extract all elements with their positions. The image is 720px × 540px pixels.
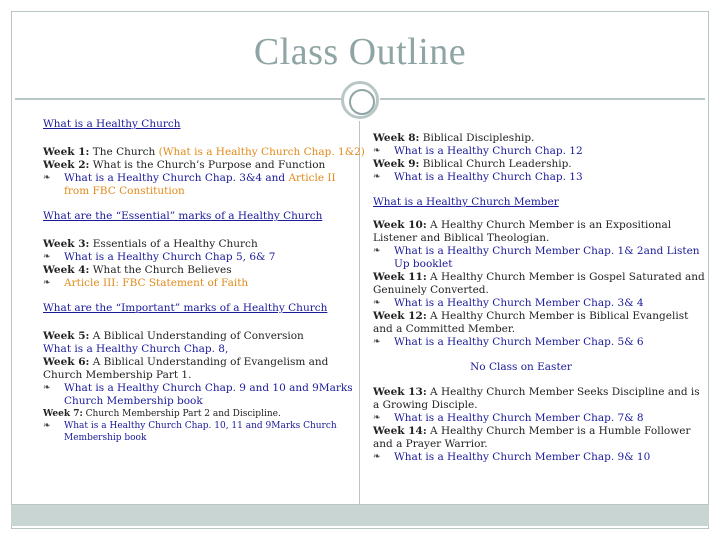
book-bullet-icon: ❧	[373, 172, 381, 182]
bullet-item	[373, 245, 709, 271]
section-heading-important-marks: What are the “Important” marks of a Healthy Church	[43, 302, 328, 314]
week-label: Week 3:	[43, 238, 90, 250]
reading-reference: What is a Healthy Church Member Chap. 5& 6	[394, 336, 644, 348]
week-12	[373, 310, 709, 336]
week-label: Week 10:	[373, 219, 427, 231]
reading-reference: What is a Healthy Church Chap. 13	[394, 171, 583, 183]
section-heading-essential-marks: What are the “Essential” marks of a Healthy Church	[43, 210, 323, 222]
divider-circle-ornament	[341, 81, 379, 119]
book-bullet-icon: ❧	[43, 383, 51, 393]
week-label: Week 13:	[373, 386, 427, 398]
book-bullet-icon: ❧	[373, 146, 381, 156]
week-text: Biblical Church Leadership.	[419, 158, 572, 170]
no-class-notice: No Class on Easter	[470, 361, 572, 373]
week-reference: (What is a Healthy Church Chap. 1&2)	[158, 146, 365, 158]
reading-reference: What is a Healthy Church Member Chap. 1& 2and Listen Up booklet	[394, 245, 700, 270]
week-9	[373, 158, 709, 171]
week-label: Week 5:	[43, 330, 90, 342]
bullet-item	[373, 297, 709, 310]
week-text: A Biblical Understanding of Evangelism and Church Membership Part 1.	[43, 356, 329, 381]
week-1	[43, 146, 365, 159]
week-label: Week 12:	[373, 310, 427, 322]
week-3	[43, 238, 358, 251]
reading-reference: What is a Healthy Church Member Chap. 9& 10	[394, 451, 651, 463]
book-bullet-icon: ❧	[373, 246, 381, 256]
week-text: A Healthy Church Member is a Humble Follower and a Prayer Warrior.	[373, 425, 691, 450]
footer-bar	[11, 504, 709, 526]
bullet-item	[373, 171, 709, 184]
section-heading-healthy-church: What is a Healthy Church	[43, 118, 181, 130]
reading-reference: What is a Healthy Church Chap. 9 and 10 and 9Marks Church Membership book	[64, 382, 353, 407]
week-6	[43, 356, 358, 382]
week-text: Biblical Discipleship.	[419, 132, 535, 144]
reading-reference: What is a Healthy Church Member Chap. 3& 4	[394, 297, 644, 309]
bullet-item	[43, 172, 358, 198]
week-text: A Healthy Church Member is Biblical Evangelist and a Committed Member.	[373, 310, 689, 335]
section-heading-healthy-member: What is a Healthy Church Member	[373, 196, 559, 208]
book-bullet-icon: ❧	[373, 337, 381, 347]
reading-reference: What is a Healthy Church Member Chap. 7& 8	[394, 412, 644, 424]
book-bullet-icon: ❧	[43, 252, 51, 262]
week-11	[373, 271, 709, 297]
bullet-item	[373, 412, 709, 425]
week-label: Week 4:	[43, 264, 90, 276]
week-label: Week 2:	[43, 159, 90, 171]
reading-reference-extra: Article II from FBC Constitution	[64, 172, 336, 197]
column-divider	[359, 121, 360, 504]
book-bullet-icon: ❧	[373, 413, 381, 423]
week-2	[43, 159, 358, 172]
title-divider-left	[15, 98, 342, 100]
week-text: What the Church Believes	[89, 264, 232, 276]
bullet-item	[373, 451, 709, 464]
title-divider-right	[380, 98, 705, 100]
week-10	[373, 219, 709, 245]
book-bullet-icon: ❧	[43, 278, 51, 288]
book-bullet-icon: ❧	[43, 421, 51, 431]
week-text: What is the Church’s Purpose and Function	[89, 159, 326, 171]
bullet-item	[373, 145, 709, 158]
week-label: Week 11:	[373, 271, 427, 283]
week-text: A Healthy Church Member is an Expositional Listener and Biblical Theologian.	[373, 219, 672, 244]
book-bullet-icon: ❧	[373, 452, 381, 462]
week-7	[43, 408, 358, 420]
week-13	[373, 386, 709, 412]
week-label: Week 14:	[373, 425, 427, 437]
left-column	[43, 118, 365, 444]
week-text: Essentials of a Healthy Church	[89, 238, 258, 250]
reading-reference: What is a Healthy Church Chap. 10, 11 and 9Marks Church Membership book	[64, 421, 337, 443]
reading-reference: What is a Healthy Church Chap 5, 6& 7	[64, 251, 276, 263]
week-text: The Church	[89, 146, 159, 158]
week-label: Week 6:	[43, 356, 90, 368]
bullet-item	[373, 336, 709, 349]
week-label: Week 8:	[373, 132, 420, 144]
week-5-reference: What is a Healthy Church Chap. 8,	[43, 343, 229, 355]
bullet-item	[43, 382, 358, 408]
week-5	[43, 330, 358, 343]
week-text: A Healthy Church Member is Gospel Saturated and Genuinely Converted.	[373, 271, 705, 296]
week-text: A Healthy Church Member Seeks Discipline and is a Growing Disciple.	[373, 386, 700, 411]
week-4	[43, 264, 358, 277]
bullet-item	[43, 251, 358, 264]
week-label: Week 7:	[43, 409, 83, 419]
week-text: Church Membership Part 2 and Discipline.	[82, 409, 281, 419]
book-bullet-icon: ❧	[373, 298, 381, 308]
bullet-item	[43, 277, 358, 290]
week-label: Week 9:	[373, 158, 420, 170]
reading-reference: What is a Healthy Church Chap. 3&4 and	[64, 172, 289, 184]
week-8	[373, 132, 709, 145]
book-bullet-icon: ❧	[43, 173, 51, 183]
slide-title: Class Outline	[253, 31, 467, 73]
week-14	[373, 425, 709, 451]
week-text: A Biblical Understanding of Conversion	[89, 330, 304, 342]
bullet-item	[43, 420, 358, 444]
reading-reference: Article III: FBC Statement of Faith	[64, 277, 249, 289]
right-column	[373, 132, 709, 464]
reading-reference: What is a Healthy Church Chap. 12	[394, 145, 583, 157]
week-label: Week 1:	[43, 146, 90, 158]
